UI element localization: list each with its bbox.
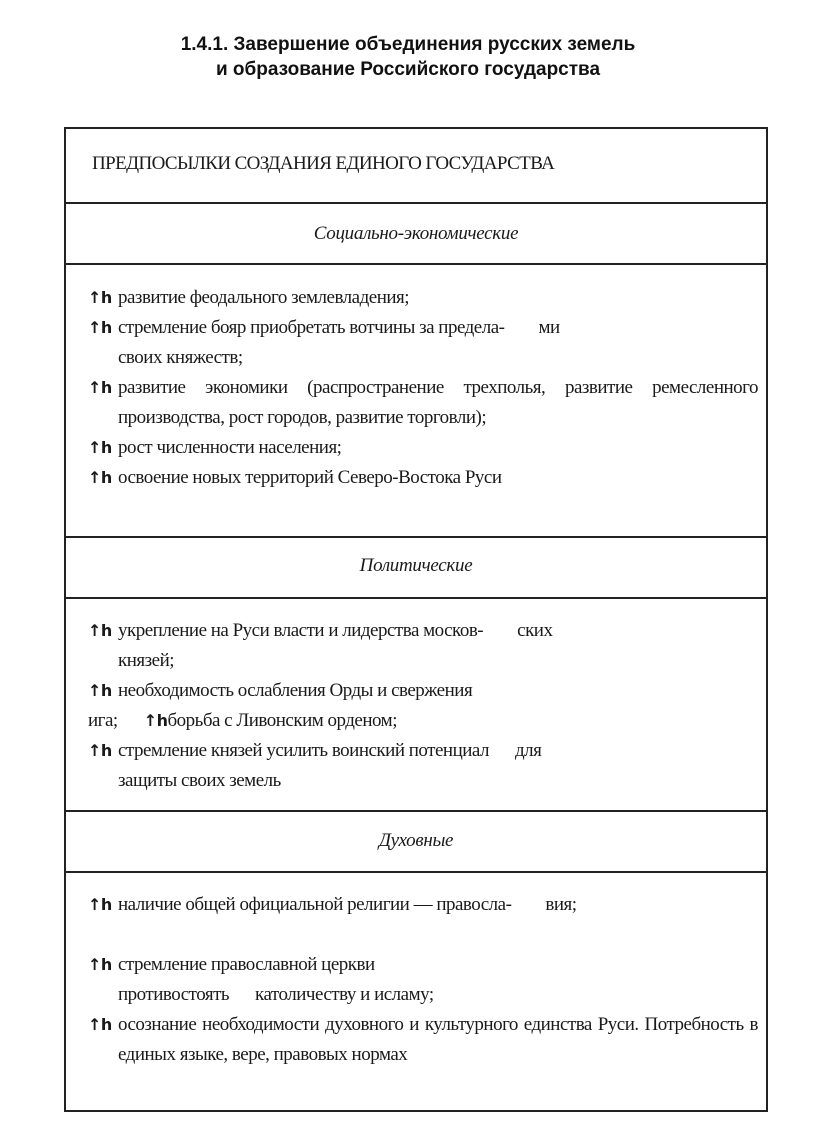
list-item: ↑h стремление князей усилить воинский потенциал для защиты своих земель <box>88 736 758 796</box>
list-item: ига; ↑hборьба с Ливонским орденом; <box>88 710 397 731</box>
table-header: ПРЕДПОСЫЛКИ СОЗДАНИЯ ЕДИНОГО ГОСУДАРСТВА <box>66 129 766 204</box>
list-item: ↑h развитие экономики (распространение трехполья, развитие ремесленного производства, рост городов, развитие торговли); <box>88 373 758 433</box>
list-item: ↑h необходимость ослабления Орды и свержения <box>88 676 758 706</box>
arrow-up-icon: ↑h <box>88 468 112 487</box>
section-header-spiritual: Духовные <box>66 812 766 873</box>
arrow-up-icon: ↑h <box>88 681 112 700</box>
section-header-socio-economic: Социально-экономические <box>66 204 766 265</box>
title-line-1: 1.4.1. Завершение объединения русских земель <box>180 34 636 55</box>
section-header-political: Политические <box>66 538 766 599</box>
arrow-up-icon: ↑h <box>88 621 112 640</box>
title-line-2: и образование Российского государства <box>215 59 601 80</box>
list-item: ↑h наличие общей официальной религии — правосла- вия; <box>88 890 758 920</box>
arrow-up-icon: ↑h <box>88 741 112 760</box>
list-item: ↑h укрепление на Руси власти и лидерства москов- ских князей; <box>88 616 758 676</box>
list-item: ↑h осознание необходимости духовного и культурного единства Руси. Потребность в единых языке, вере, правовых нормах <box>88 1010 758 1070</box>
list-item: ↑h рост численности населения; <box>88 433 758 463</box>
arrow-up-icon: ↑h <box>88 438 112 457</box>
list-item: ↑h развитие феодального землевладения; <box>88 283 758 313</box>
section-body-socio-economic <box>66 265 766 538</box>
arrow-up-icon: ↑h <box>143 711 168 730</box>
arrow-up-icon: ↑h <box>88 378 112 397</box>
list-item: ↑h стремление православной церкви противостоять католичеству и исламу; <box>88 950 758 1010</box>
page-title <box>0 32 816 82</box>
arrow-up-icon: ↑h <box>88 288 112 307</box>
section-body-political <box>66 599 766 812</box>
section-body-spiritual <box>66 873 766 1110</box>
arrow-up-icon: ↑h <box>88 1015 112 1034</box>
list-item: ↑h освоение новых территорий Северо-Востока Руси <box>88 463 758 493</box>
arrow-up-icon: ↑h <box>88 955 112 974</box>
list-item: ↑h стремление бояр приобретать вотчины за предела- ми своих княжеств; <box>88 313 758 373</box>
arrow-up-icon: ↑h <box>88 318 112 337</box>
arrow-up-icon: ↑h <box>88 895 112 914</box>
prerequisites-table <box>64 127 768 1112</box>
